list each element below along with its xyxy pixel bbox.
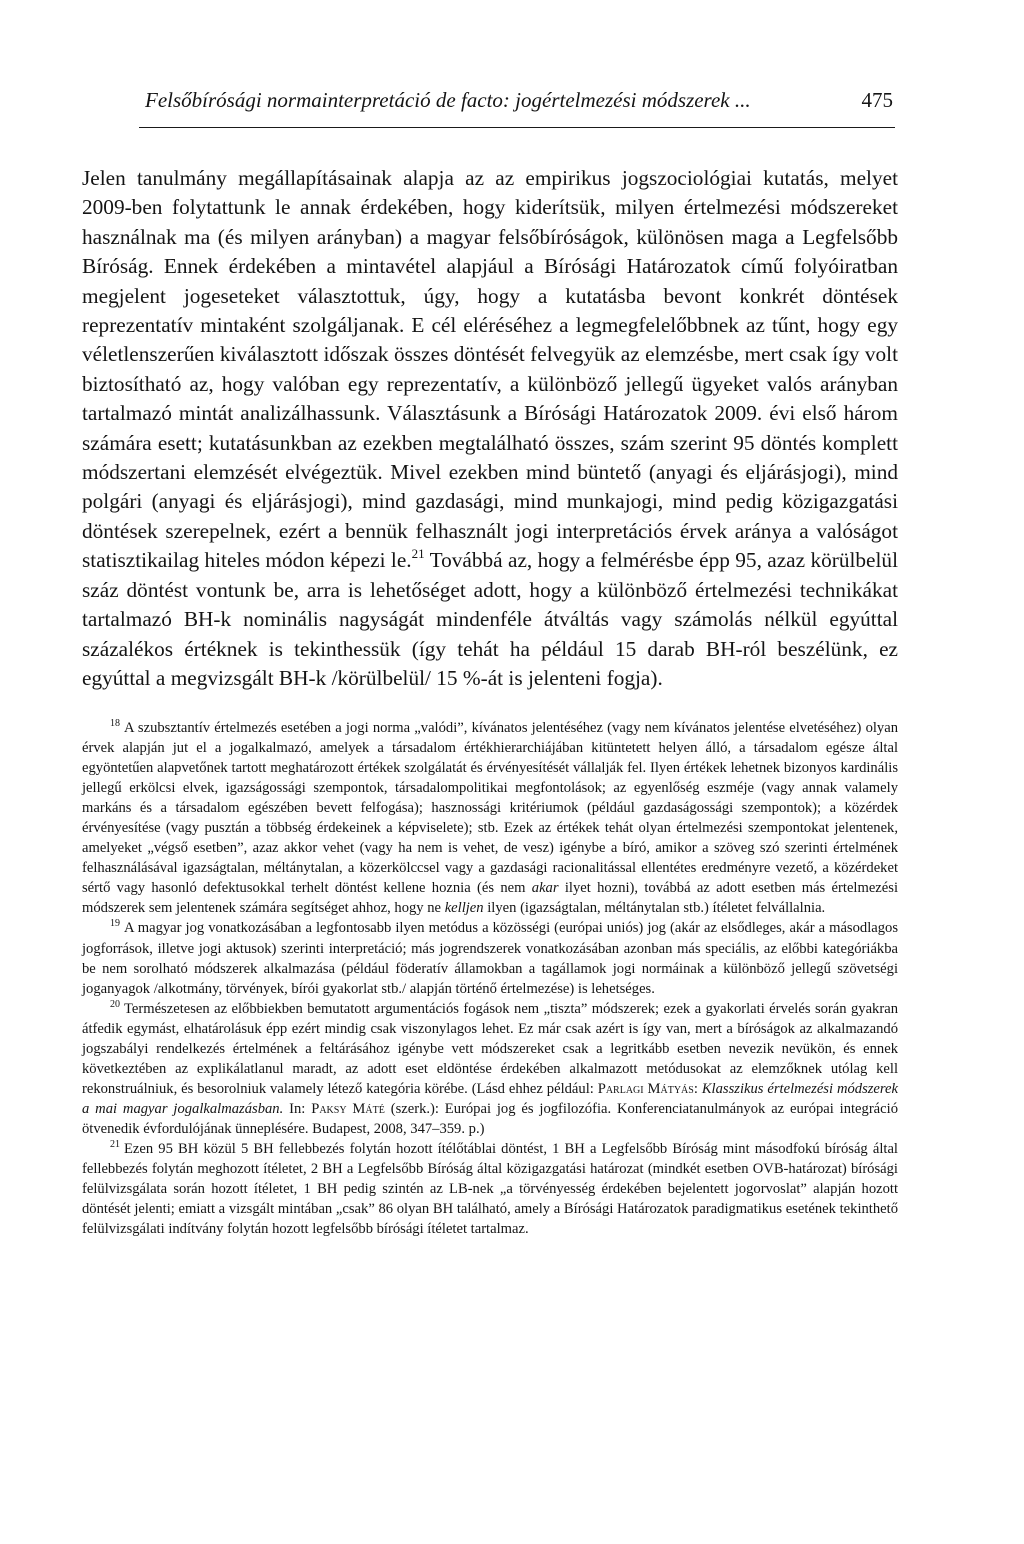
footnote-19: [82, 918, 898, 998]
page-number: 475: [861, 88, 893, 112]
footnote-text: Természetesen az előbbiekben bemutatott argumentációs fogások nem „tiszta” módszerek; ezek a gyakorlati érvelés során gyakran átfedik egymást, elhatárolásuk épp ezért mindig csak viszonylagos lehet. Ez már csak azért is így van, mert a bíróságok az alkalmazandó jogszabályi rendelkezés értelmének a feltárásához igénybe vett módszereket csak a legritkább esetben nevezik nevükön, és ennek következtében az explikálatlanul maradt, az adott eset eldöntése érdekében alkalmazott metódusokat az elemzőknek utólag kell rekonstruálniuk, és besorolniuk valamely létező kategória körébe. (Lásd ehhez például:: [82, 1000, 898, 1097]
running-title: Felsőbírósági normainterpretáció de facto: jogértelmezési módszerek ...: [145, 88, 751, 112]
footnote-number: 18: [110, 718, 120, 729]
footnote-text: (szerk.): Európai jog és jogfilozófia. Konferenciatanulmányok az európai integráció ötvenedik évfordulójának ünneplésére. Budapest, 2008, 347–359. p.): [82, 1100, 898, 1137]
footnote-author: Parlagi Mátyás: [597, 1080, 694, 1097]
header-rule: [139, 127, 895, 128]
footnote-21: [82, 1139, 898, 1239]
footnote-text: A szubsztantív értelmezés esetében a jogi norma „valódi”, kívánatos jelentéséhez (vagy nem kívánatos jelentése elvetéséhez) olyan érvek alapján jut el a jogalkalmazó, amelyek a társadalom értékhierarchiájában kitüntetett helyen álló, a társadalom egésze által egyöntetűen alapvetőnek tartott meghatározott értékek szolgálatát és érvényesítését vállalják fel. Ilyen értékek lehetnek bizonyos kardinális jellegű erkölcsi elvek, igazságossági szempontok, társadalompolitikai megfontolások; az egyenlőség eszméje (vagy annak valamely markáns és a társadalom egészében bevett felfogása); hasznossági kritériumok (például gazdaságossági szempontok); a közérdek érvényesítése (vagy pusztán a többség érdekeinek a képviselete); stb. Ezek az értékek tehát olyan értelmezési szempontokat jelentenek, amelyeket „végső esetben”, azaz akkor vehet (vagy ha nem is vehet, de vesz) igénybe a bíró, amikor a szöveg szó szerinti értelmének felhasználásával igazságtalan, méltánytalan, a közerkölccsel vagy a gazdasági racionalitással ellentétes eredményre vezető, a közérdeket sértő vagy hasonló defektusokkal terhelt döntést kellene hoznia (és nem: [82, 720, 898, 897]
footnote-text: A magyar jog vonatkozásában a legfontosabb ilyen metódus a közösségi (európai uniós) jog (akár az elsődleges, akár a másodlagos jogforrások, illetve jogi aktusok) szerinti interpretáció; más jogrendszerek vonatkozásában azonban más speciális, az előbbi kategóriákba be nem sorolható módszerek alkalmazása (például föderatív államokban a tagállamok jogi normáinak a különböző jellegű szövetségi joganyagok /alkotmány, törvények, bírói gyakorlat stb./ alapján történő értelmezése) is lehetséges.: [82, 920, 898, 997]
footnote-text: ilyen (igazságtalan, méltánytalan stb.) ítéletet felvállalnia.: [483, 900, 826, 917]
footnote-cited-title: Klasszikus értelmezési módszerek a mai magyar jogalkalmazásban.: [82, 1080, 899, 1117]
footnote-emphasis: akar: [531, 880, 559, 897]
footnote-text: ilyet hozni), továbbá az adott esetben más értelmezési módszerek sem jelentenek számára segítséget ahhoz, hogy ne: [82, 880, 898, 917]
footnote-18: [82, 718, 898, 918]
footnotes-section: [82, 718, 898, 1239]
footnote-editor: Paksy Máté: [311, 1100, 385, 1117]
footnote-text: :: [693, 1080, 702, 1097]
footnote-text: In:: [283, 1100, 312, 1117]
footnote-reference-21: 21: [411, 546, 425, 562]
footnote-20: [82, 999, 898, 1139]
body-text-part2: Továbbá az, hogy a felmérésbe épp 95, azaz körülbelül száz döntést vontunk be, arra is lehetőséget adott, hogy a különböző értelmezési technikákat tartalmazó BH-k nominális nagyságát mindenféle átváltás vagy számolás nélkül egyúttal százalékos értéknek is tekinthessük (így tehát ha például 15 darab BH-ról beszélünk, ez egyúttal a megvizsgált BH-k /körülbelül/ 15 %-át is jelenteni fogja).: [82, 548, 898, 690]
body-text-part1: Jelen tanulmány megállapításainak alapja az az empirikus jogszociológiai kutatás, melyet 2009-ben folytattunk le annak érdekében, hogy kiderítsük, milyen értelmezési módszereket használnak ma (és milyen arányban) a magyar felsőbíróságok, különösen maga a Legfelsőbb Bíróság. Ennek érdekében a mintavétel alapjául a Bírósági Határozatok című folyóiratban megjelent jogeseteket választottuk, úgy, hogy a kutatásba bevont konkrét döntések reprezentatív mintaként szolgáljanak. E cél eléréséhez a legmegfelelőbbnek az tűnt, hogy egy véletlenszerűen kiválasztott időszak összes döntését felvegyük az elemzésbe, mert csak így volt biztosítható az, hogy valóban egy reprezentatív, a különböző jellegű ügyeket valós arányban tartalmazó mintát analizálhassunk. Választásunk a Bírósági Határozatok 2009. évi első három számára esett; kutatásunkban az ezekben megtalálható összes, szám szerint 95 döntés komplett módszertani elemzését elvégeztük. Mivel ezekben mind büntető (anyagi és eljárásjogi), mind polgári (anyagi és eljárásjogi), mind gazdasági, mind munkajogi, mind pedig közigazgatási döntések szerepelnek, ezért a bennük felhasznált jogi interpretációs érvek aránya a valóságot statisztikailag hiteles módon képezi le.: [82, 166, 898, 573]
running-header: [145, 88, 893, 113]
footnote-number: 19: [110, 918, 120, 930]
footnote-number: 21: [110, 1138, 120, 1150]
footnote-number: 20: [110, 998, 120, 1010]
footnote-emphasis: kelljen: [444, 900, 484, 917]
body-paragraph: [82, 164, 898, 693]
footnote-text: Ezen 95 BH közül 5 BH fellebbezés folytán hozott ítélőtáblai döntést, 1 BH a Legfelsőbb Bíróság mint másodfokú bíróság által fellebbezés folytán meghozott ítéletet, 2 BH a Legfelsőbb Bíróság által közigazgatási határozat (mindkét esetben OVB-határozat) bírósági felülvizsgálata során hozott ítéletet, 1 BH pedig szintén az LB-nek „a törvényesség érdekében bejelentett jogorvoslat” alapján hozott döntését jelenti; emiatt a vizsgált mintában „csak” 86 olyan BH található, amely a Bírósági Határozatok paradigmatikus esetének tekinthető felülvizsgálati indítvány folytán hozott legfelsőbb bírósági ítéletet tartalmaz.: [82, 1140, 898, 1238]
